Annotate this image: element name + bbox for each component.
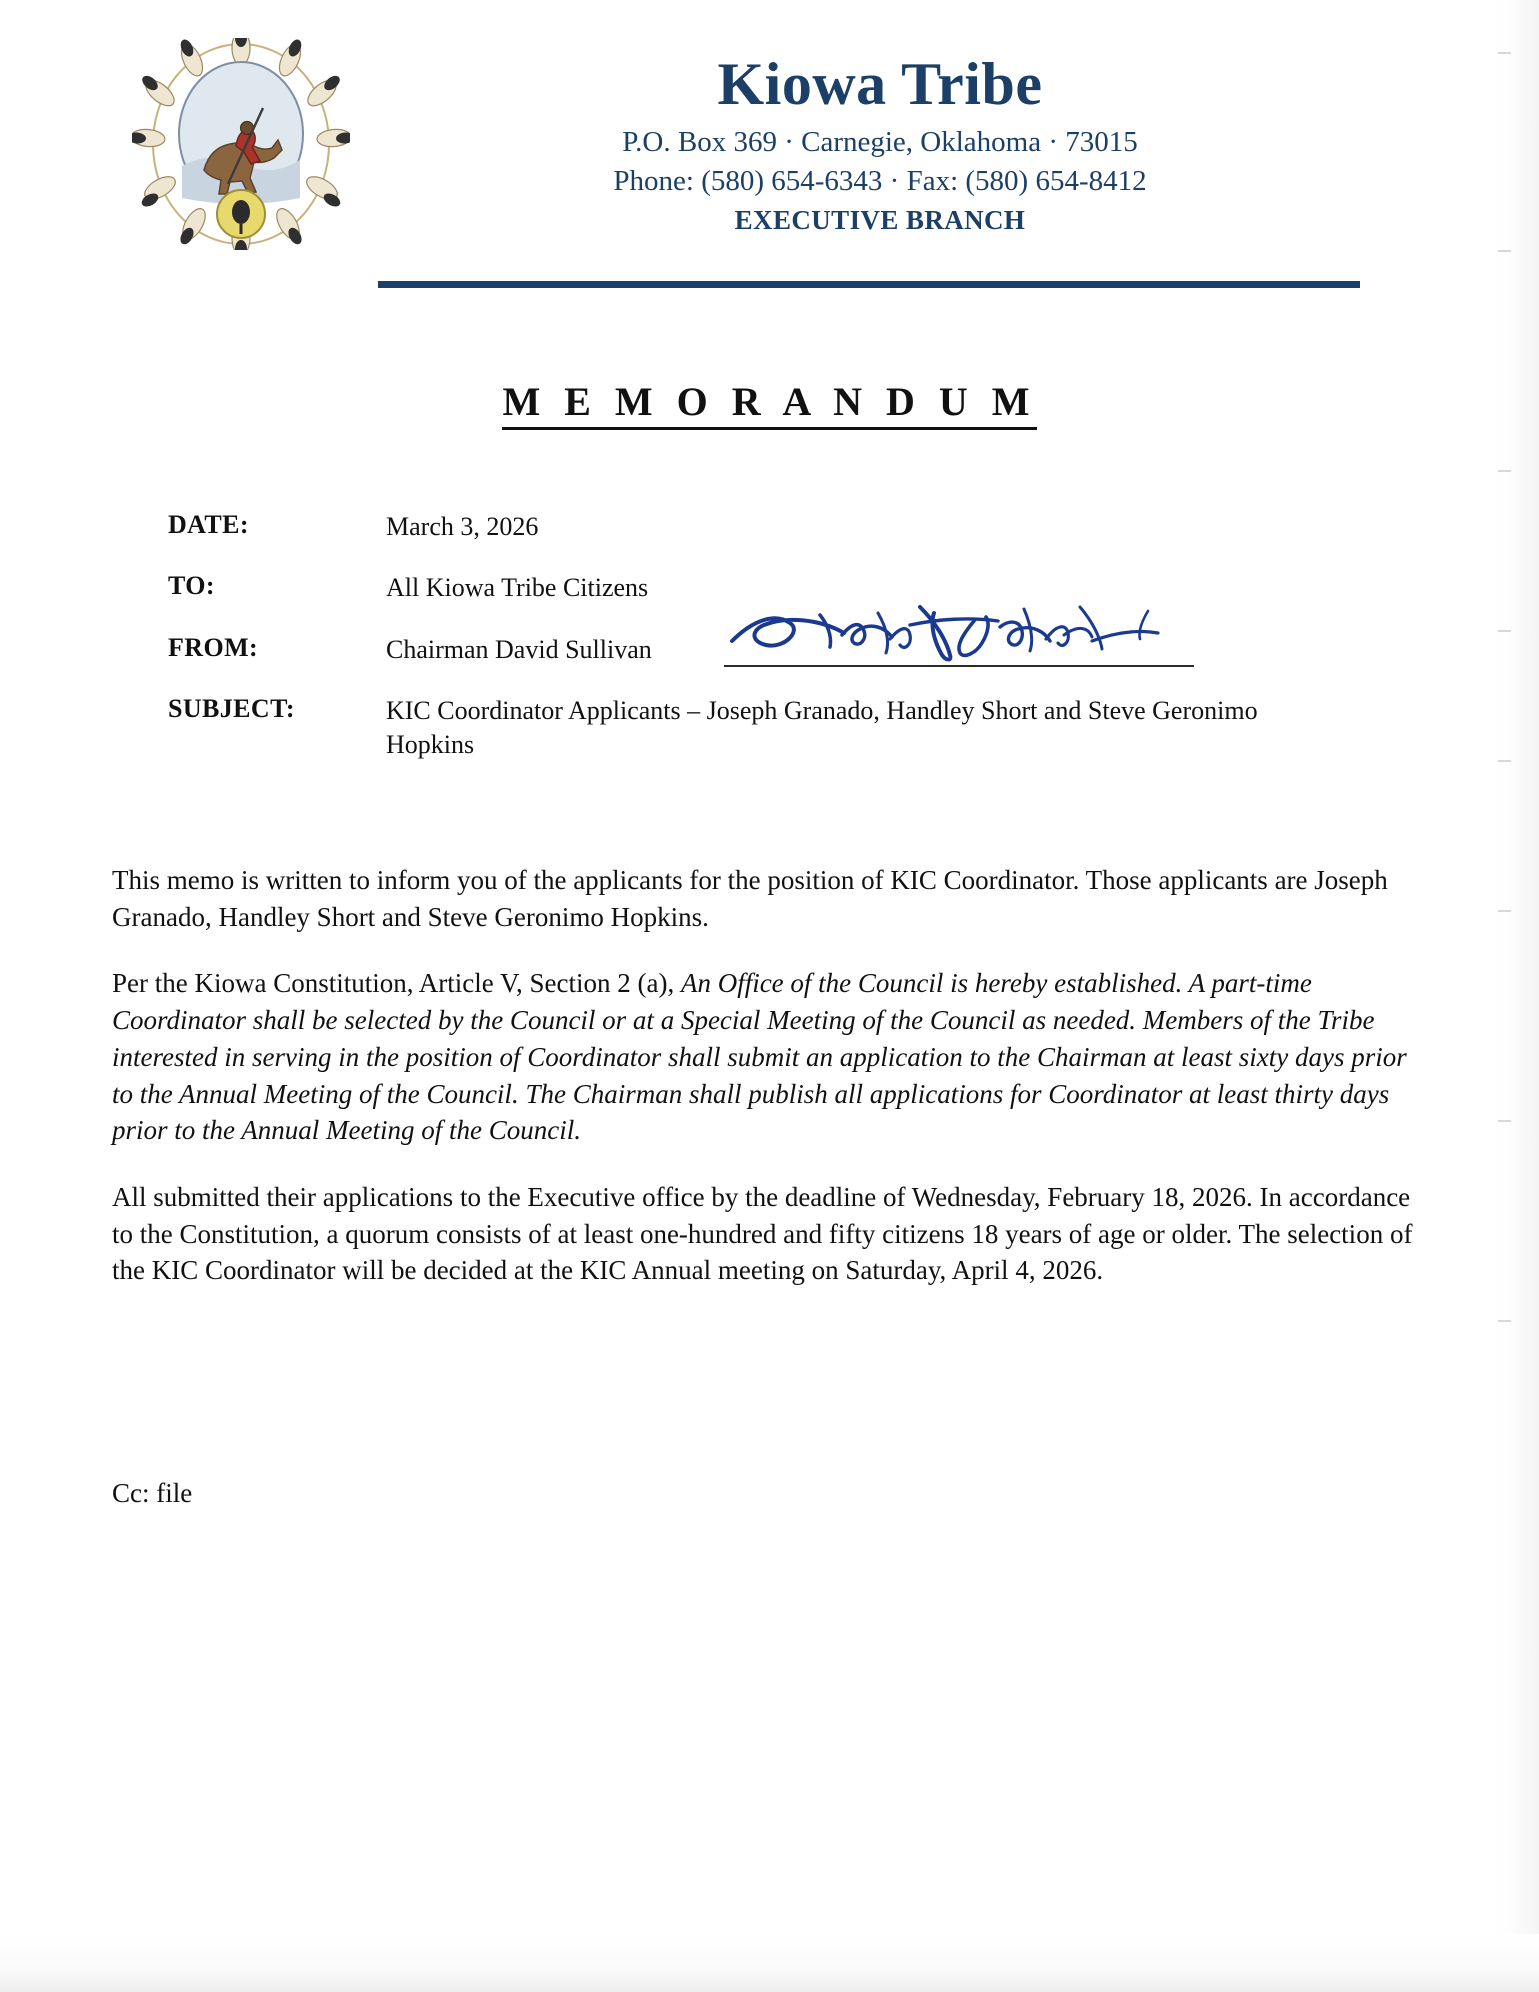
organization-name: Kiowa Tribe	[717, 51, 1043, 117]
scan-tick	[1498, 1120, 1511, 1122]
page-title-text: M E M O R A N D U M	[502, 379, 1036, 430]
from-value: Chairman David Sullivan	[386, 634, 652, 664]
subject-value: KIC Coordinator Applicants – Joseph Granado, Handley Short and Steve Geronimo Hopkins	[386, 695, 1258, 760]
field-row-subject	[168, 694, 1348, 763]
scan-tick	[1498, 760, 1511, 762]
body-paragraph-1: This memo is written to inform you of the applicants for the position of KIC Coordinator. Those applicants are Joseph Granado, Handley Short and Steve Geronimo Hopkins.	[112, 865, 1388, 932]
scan-edge	[1495, 0, 1539, 1992]
date-value: March 3, 2026	[386, 512, 539, 541]
organization-branch: EXECUTIVE BRANCH	[734, 204, 1026, 235]
letterhead-divider	[378, 281, 1360, 288]
field-row-to	[168, 571, 1348, 605]
scan-tick	[1498, 52, 1511, 54]
field-row-date	[168, 510, 1348, 544]
kiowa-tribe-seal-icon	[132, 38, 350, 250]
from-label: FROM:	[168, 632, 259, 662]
scan-tick	[1498, 910, 1511, 912]
memo-header-fields	[168, 510, 1348, 790]
page-title	[0, 378, 1539, 425]
organization-address: P.O. Box 369 · Carnegie, Oklahoma · 73015	[622, 126, 1138, 159]
to-label: TO:	[168, 571, 215, 601]
letterhead-text	[380, 51, 1380, 236]
body-paragraph-2-lead: Per the Kiowa Constitution, Article V, Section 2 (a),	[112, 968, 681, 999]
organization-phone-fax: Phone: (580) 654-6343 · Fax: (580) 654-8412	[613, 165, 1147, 198]
scan-bottom-shadow	[0, 1934, 1539, 1992]
date-label: DATE:	[168, 510, 249, 539]
cc-line: Cc: file	[112, 1478, 193, 1508]
body-paragraph-2-quote: An Office of the Council is hereby established. A part-time Coordinator shall be selected by the Council or at a Special Meeting of the Council as needed. Members of the Tribe interested in serving in the position of Coordinator shall submit an application to the Chairman at least sixty days prior to the Annual Meeting of the Council. The Chairman shall publish all applications for Coordinator at least thirty days prior to the Annual Meeting of the Council.	[112, 968, 1407, 1146]
scan-tick	[1498, 250, 1511, 252]
scan-tick	[1498, 470, 1511, 472]
to-value: All Kiowa Tribe Citizens	[386, 573, 649, 603]
signature-line	[724, 665, 1194, 667]
scan-tick	[1498, 630, 1511, 632]
field-row-from	[168, 633, 1348, 667]
memo-body	[112, 862, 1432, 1319]
letterhead	[0, 0, 1539, 310]
body-paragraph-2	[112, 965, 1432, 1149]
scan-tick	[1498, 1320, 1511, 1322]
body-paragraph-3: All submitted their applications to the Executive office by the deadline of Wednesday, February 18, 2026. In accordance to the Constitution, a quorum consists of at least one-hundred and fifty citizens 18 years of age or older. The selection of the KIC Coordinator will be decided at the KIC Annual meeting on Saturday, April 4, 2026.	[112, 1182, 1413, 1286]
subject-label: SUBJECT:	[168, 693, 295, 723]
